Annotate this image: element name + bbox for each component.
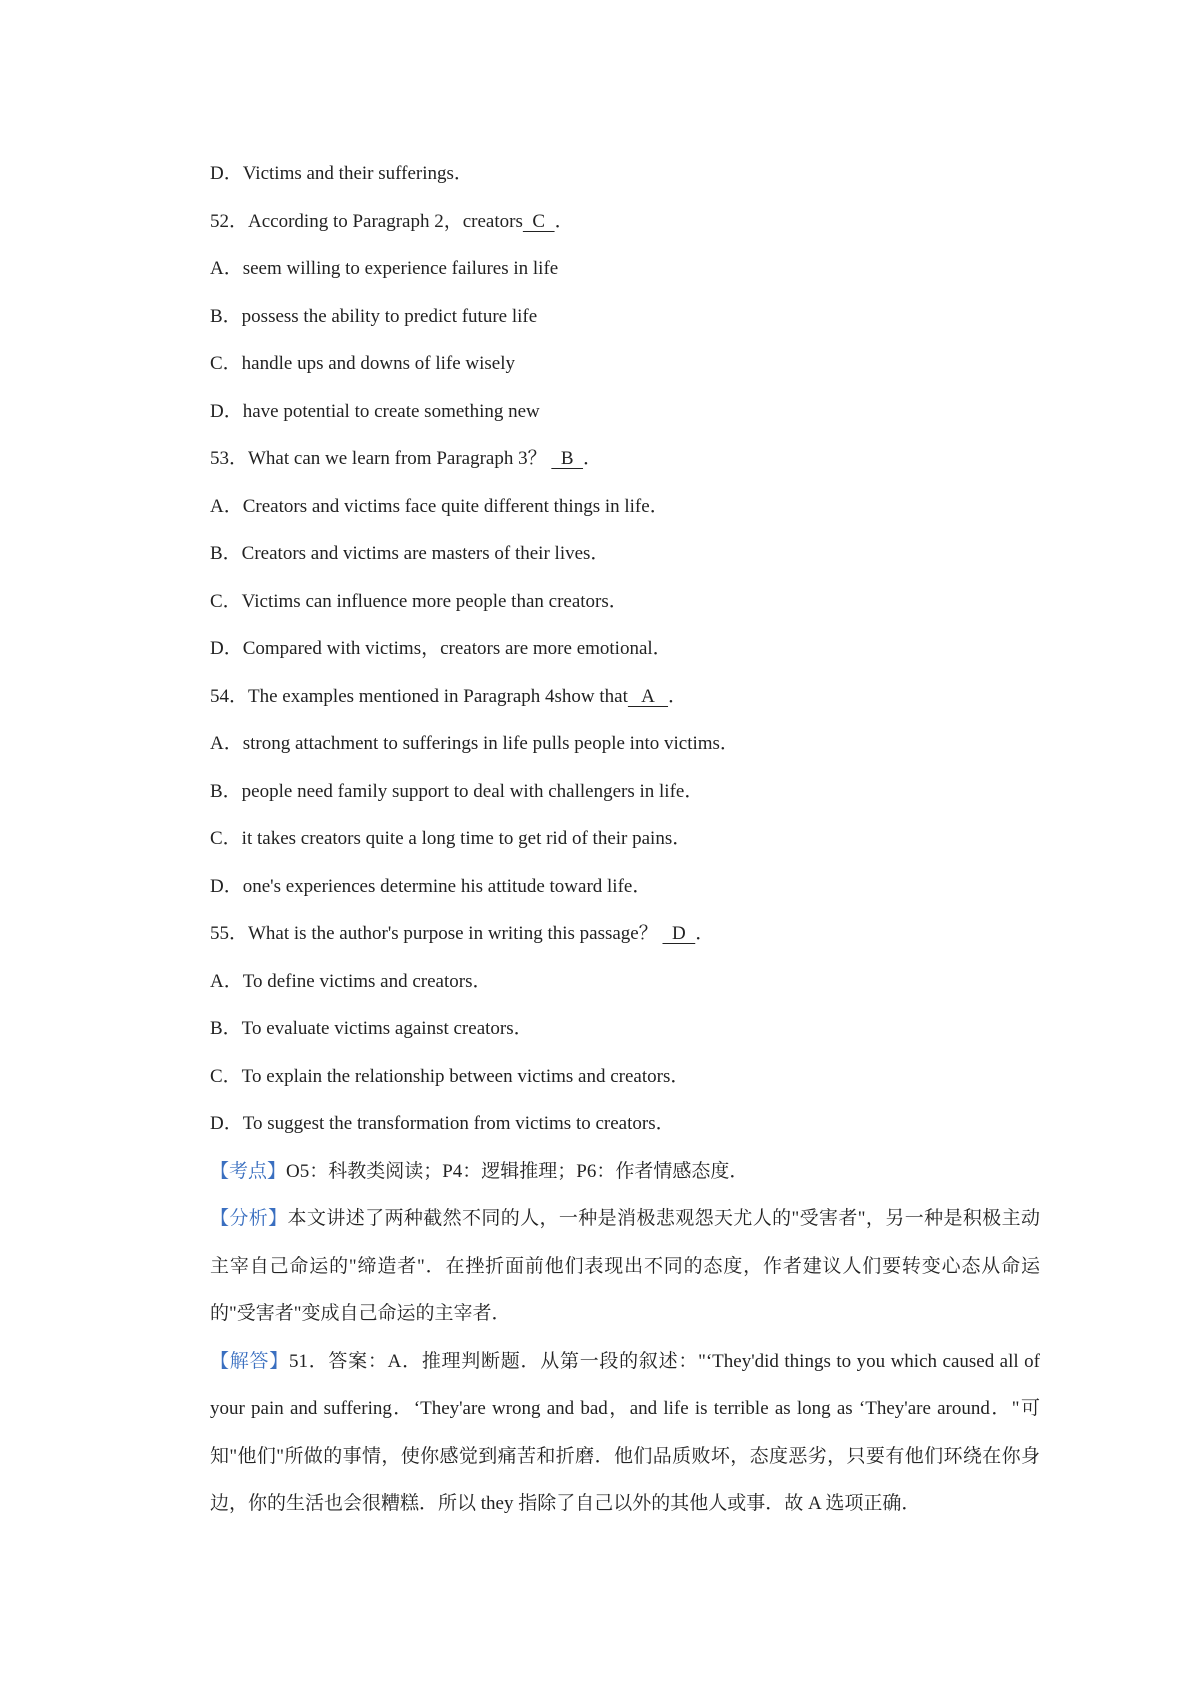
question-text: 55．What is the author's purpose in writing this passage？ [210, 923, 663, 944]
option-line: B．people need family support to deal with challengers in life． [210, 780, 704, 802]
answer-blank: A [627, 685, 669, 707]
answer-blank: D [662, 923, 696, 944]
kaodian-text: O5：科教类阅读；P4：逻辑推理；P6：作者情感态度． [286, 1160, 749, 1182]
option-line: C．Victims can influence more people than creators． [210, 590, 628, 612]
option-line: A．To define victims and creators． [210, 970, 492, 992]
question-stem [210, 198, 1040, 246]
question-end-punct: ． [695, 923, 715, 944]
option-line: D．Compared with victims，creators are more emotional． [210, 638, 672, 659]
option-line: D．Victims and their sufferings． [210, 163, 473, 184]
option-line: D．one's experiences determine his attitude toward life． [210, 875, 652, 897]
question-stem [210, 673, 1040, 721]
answer-blank: C [522, 210, 555, 232]
option-line: A．seem willing to experience failures in life [210, 258, 559, 279]
kaodian-tag: 【考点】 [210, 1160, 287, 1182]
option-line: C．To explain the relationship between victims and creators． [210, 1065, 690, 1087]
fenxi-text: 本文讲述了两种截然不同的人，一种是消极悲观怨天尤人的"受害者"，另一种是积极主动主宰自己命运的"缔造者"．在挫折面前他们表现出不同的态度，作者建议人们要转变心态从命运的"受害者"变成自己命运的主宰者． [210, 1208, 1040, 1324]
question-end-punct: ． [583, 448, 603, 469]
jieda-paragraph [210, 1338, 1040, 1528]
option-line: D．To suggest the transformation from victims to creators． [210, 1113, 675, 1134]
document-page [210, 150, 1040, 1528]
question-stem [210, 910, 1040, 958]
question-text: 53．What can we learn from Paragraph 3？ [210, 448, 552, 469]
jieda-tag: 【解答】 [210, 1350, 289, 1372]
option-line: A．Creators and victims face quite different things in life． [210, 495, 669, 517]
option-line: B．Creators and victims are masters of their lives． [210, 543, 610, 564]
fenxi-paragraph [210, 1195, 1040, 1338]
question-text: 52．According to Paragraph 2，creators [210, 210, 523, 232]
option-line: C．handle ups and downs of life wisely [210, 353, 516, 374]
question-text: 54．The examples mentioned in Paragraph 4show that [210, 685, 628, 707]
jieda-text: 51．答案：A．推理判断题．从第一段的叙述："‘They'did things to you which caused all of your pain and suffering．‘They'are wrong and bad，and life is terrible as long as ‘They'are around．"可知"他们"所做的事情，使你感觉到痛苦和折磨．他们品质败坏，态度恶劣，只要有他们环绕在你身边，你的生活也会很糟糕．所以 they 指除了自己以外的其他人或事．故 A 选项正确． [210, 1350, 1040, 1514]
answer-blank: B [551, 448, 584, 469]
question-list [210, 150, 1040, 1148]
question-end-punct: ． [668, 685, 688, 707]
option-line: D．have potential to create something new [210, 400, 540, 422]
option-line: A．strong attachment to sufferings in life pulls people into victims． [210, 733, 739, 754]
question-end-punct: ． [554, 210, 574, 232]
option-line: B．To evaluate victims against creators． [210, 1018, 533, 1039]
fenxi-tag: 【分析】 [210, 1208, 288, 1229]
option-line: B．possess the ability to predict future life [210, 305, 538, 327]
question-stem [210, 435, 1040, 483]
option-line: C．it takes creators quite a long time to get rid of their pains． [210, 828, 692, 849]
kaodian-paragraph [210, 1148, 1040, 1196]
